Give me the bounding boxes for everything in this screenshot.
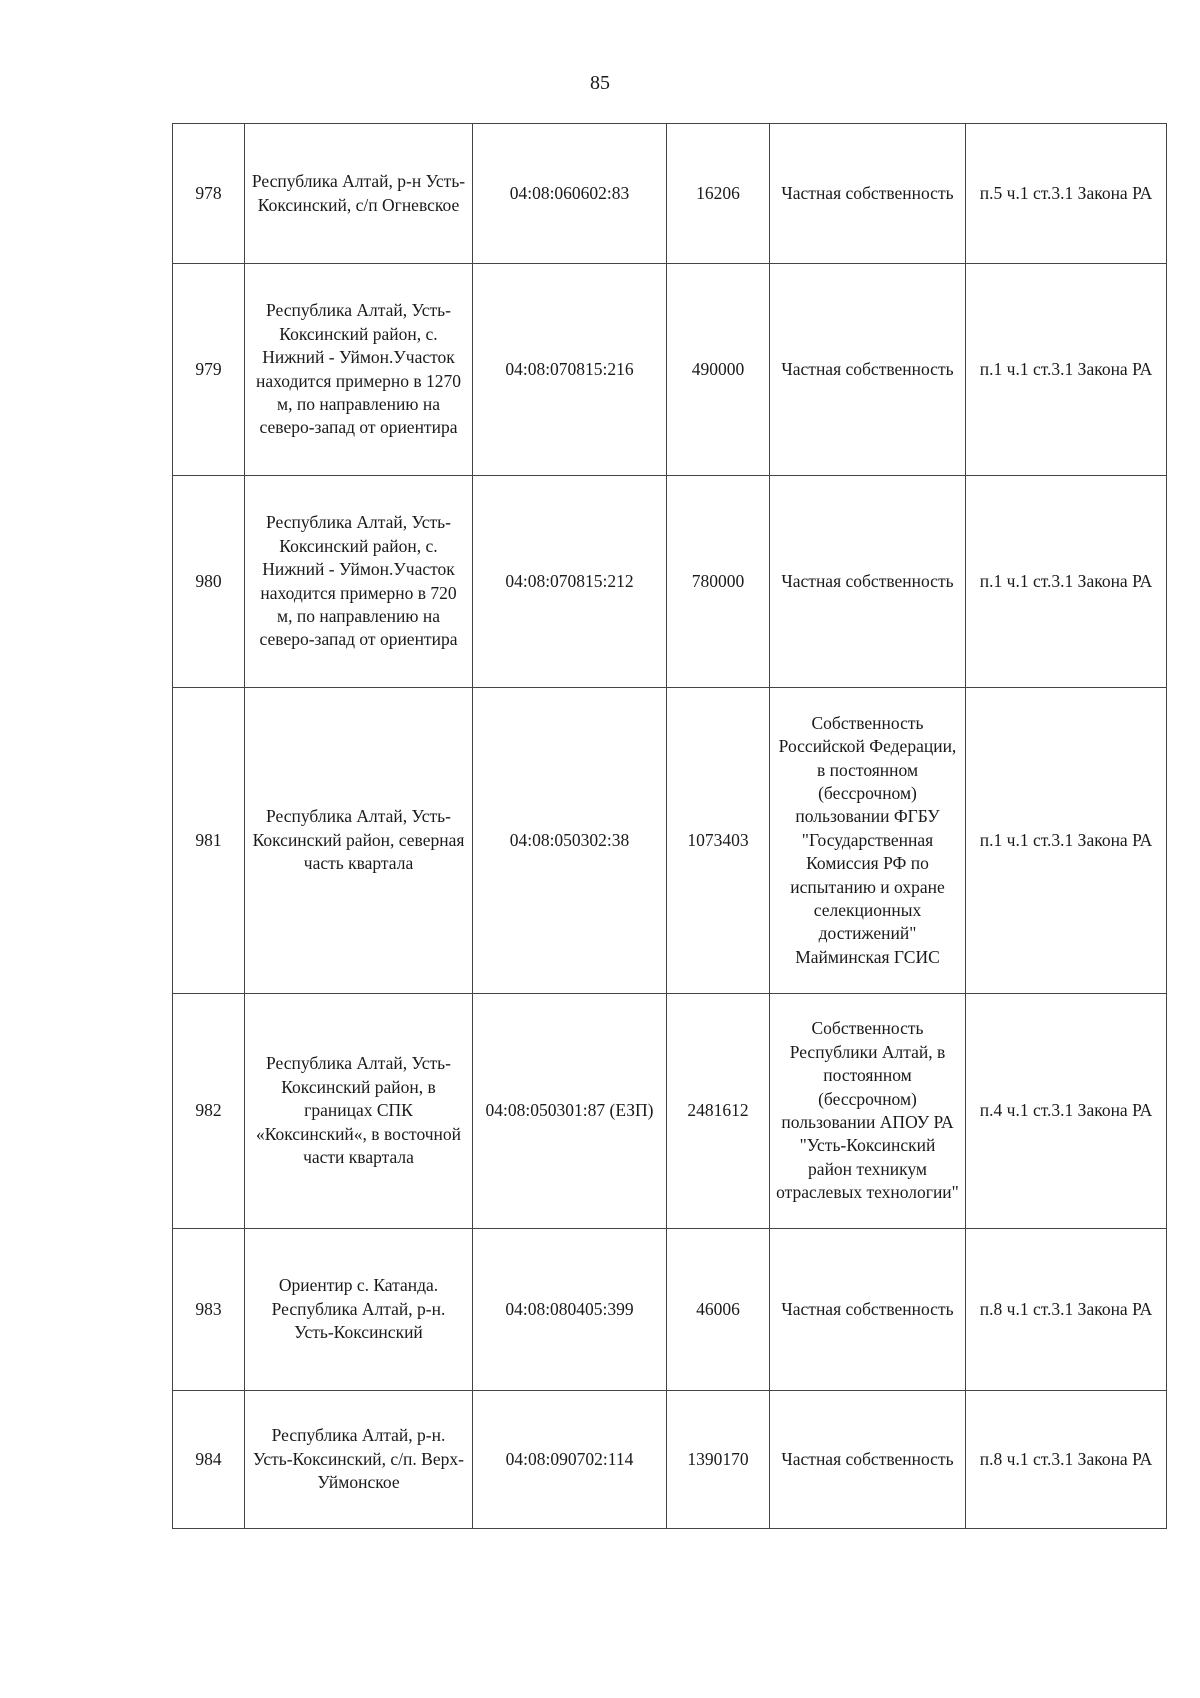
address-cell: Республика Алтай, Усть-Коксинский район, с. Нижний - Уймон.Участок находится примерно в 1270 м, по направлению на северо-запад от ориентира [245,264,473,476]
land-plots-table [172,123,1167,1529]
table-row [173,688,1167,994]
legal-basis-cell: п.4 ч.1 ст.3.1 Закона РА [966,994,1167,1229]
area-cell: 46006 [667,1229,770,1391]
legal-basis-cell: п.5 ч.1 ст.3.1 Закона РА [966,124,1167,264]
area-cell: 2481612 [667,994,770,1229]
row-number: 981 [173,688,245,994]
row-number: 979 [173,264,245,476]
address-cell: Республика Алтай, р-н. Усть-Коксинский, с/п. Верх-Уймонское [245,1391,473,1529]
ownership-cell: Частная собственность [770,476,966,688]
table-row [173,476,1167,688]
row-number: 982 [173,994,245,1229]
cadastral-number-cell: 04:08:070815:216 [473,264,667,476]
ownership-cell: Частная собственность [770,1229,966,1391]
cadastral-number-cell: 04:08:050302:38 [473,688,667,994]
ownership-cell: Собственность Российской Федерации, в постоянном (бессрочном) пользовании ФГБУ "Государственная Комиссия РФ по испытанию и охране селекционных достижений" Майминская ГСИС [770,688,966,994]
ownership-cell: Частная собственность [770,124,966,264]
cadastral-number-cell: 04:08:090702:114 [473,1391,667,1529]
cadastral-number-cell: 04:08:060602:83 [473,124,667,264]
cadastral-number-cell: 04:08:050301:87 (ЕЗП) [473,994,667,1229]
legal-basis-cell: п.1 ч.1 ст.3.1 Закона РА [966,476,1167,688]
row-number: 980 [173,476,245,688]
table-row [173,1391,1167,1529]
table-row [173,124,1167,264]
area-cell: 16206 [667,124,770,264]
area-cell: 780000 [667,476,770,688]
table-row [173,994,1167,1229]
address-cell: Республика Алтай, Усть-Коксинский район, с. Нижний - Уймон.Участок находится примерно в 720 м, по направлению на северо-запад от ориентира [245,476,473,688]
ownership-cell: Собственность Республики Алтай, в постоянном (бессрочном) пользовании АПОУ РА "Усть-Коксинский район техникум отраслевых технологии" [770,994,966,1229]
address-cell: Республика Алтай, Усть-Коксинский район, северная часть квартала [245,688,473,994]
legal-basis-cell: п.1 ч.1 ст.3.1 Закона РА [966,264,1167,476]
cadastral-number-cell: 04:08:070815:212 [473,476,667,688]
area-cell: 1073403 [667,688,770,994]
table-row [173,1229,1167,1391]
area-cell: 1390170 [667,1391,770,1529]
ownership-cell: Частная собственность [770,264,966,476]
area-cell: 490000 [667,264,770,476]
address-cell: Республика Алтай, Усть-Коксинский район, в границах СПК «Коксинский«, в восточной части квартала [245,994,473,1229]
row-number: 983 [173,1229,245,1391]
page-number: 85 [590,72,610,94]
ownership-cell: Частная собственность [770,1391,966,1529]
legal-basis-cell: п.8 ч.1 ст.3.1 Закона РА [966,1391,1167,1529]
address-cell: Ориентир с. Катанда. Республика Алтай, р-н. Усть-Коксинский [245,1229,473,1391]
row-number: 978 [173,124,245,264]
table-row [173,264,1167,476]
address-cell: Республика Алтай, р-н Усть-Коксинский, с/п Огневское [245,124,473,264]
row-number: 984 [173,1391,245,1529]
legal-basis-cell: п.8 ч.1 ст.3.1 Закона РА [966,1229,1167,1391]
legal-basis-cell: п.1 ч.1 ст.3.1 Закона РА [966,688,1167,994]
cadastral-number-cell: 04:08:080405:399 [473,1229,667,1391]
